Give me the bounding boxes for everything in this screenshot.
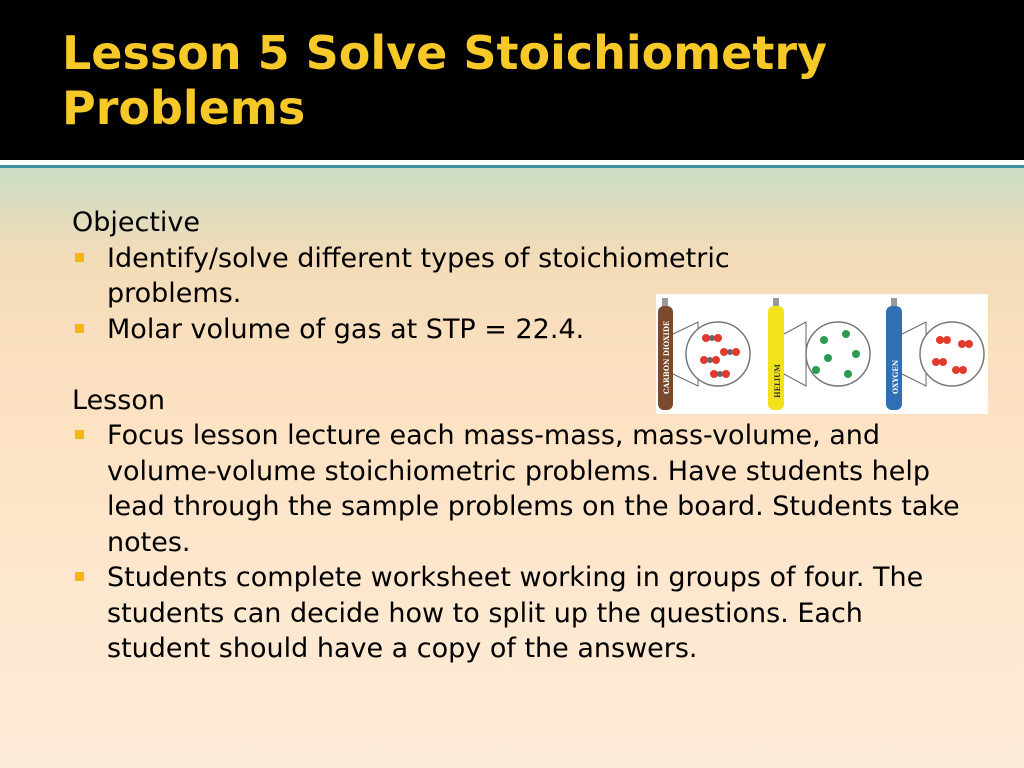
lesson-list: [72, 418, 972, 667]
carbon-dioxide-tank: [658, 298, 750, 410]
title-divider-accent: [0, 165, 1024, 168]
bullet-text: Identify/solve different types of stoichiometric problems.: [107, 242, 730, 309]
oxygen-tank: [886, 298, 984, 410]
list-item: [72, 560, 967, 667]
helium-tank: [768, 298, 870, 410]
list-item: [72, 418, 967, 560]
bullet-text: Focus lesson lecture each mass-mass, mass-volume, and volume-volume stoichiometric problems. Have students help lead through the sample problems on the board. Students take notes.: [107, 420, 960, 558]
slide-title: Lesson 5 Solve Stoichiometry Problems: [62, 26, 828, 135]
slide-body: [72, 205, 972, 667]
tank-label: OXYGEN: [891, 359, 900, 394]
gas-tanks-image: [656, 294, 988, 414]
square-bullet-icon: [75, 324, 84, 333]
objective-heading: Objective: [72, 207, 201, 238]
square-bullet-icon: [75, 572, 84, 581]
square-bullet-icon: [75, 430, 84, 439]
lesson-heading: Lesson: [72, 384, 165, 416]
square-bullet-icon: [75, 253, 84, 262]
tank-label: CARBON DIOXIDE: [662, 320, 671, 394]
bullet-text: Molar volume of gas at STP = 22.4.: [107, 313, 585, 345]
bullet-text: Students complete worksheet working in groups of four. The students can decide how to split up the questions. Each student should have a copy of the answers.: [107, 562, 924, 664]
tank-label: HELIUM: [773, 364, 782, 398]
